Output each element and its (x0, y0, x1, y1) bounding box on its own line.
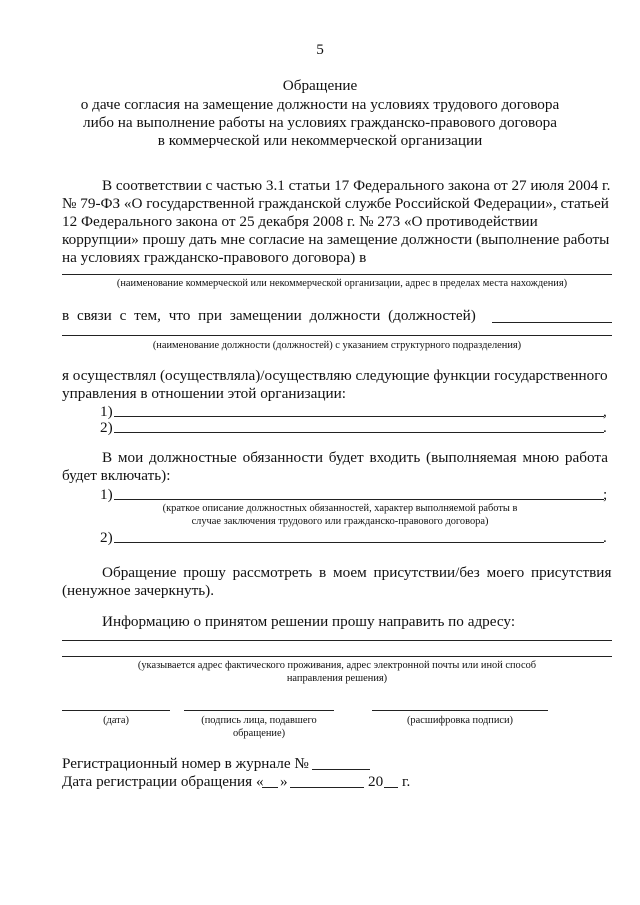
title-line-1: о даче согласия на замещение должности на условиях трудового договора (80, 96, 560, 113)
hint-address-2: направления решения) (286, 673, 388, 684)
duties-line-2: будет включать): (62, 467, 171, 484)
hint-signature-2: обращение) (232, 728, 286, 739)
functions-item-1-line[interactable] (114, 416, 604, 417)
presence-line-2: (ненужное зачеркнуть). (62, 582, 215, 599)
registration-date-mid: » (280, 773, 288, 790)
duties-item-2-punct: . (603, 529, 607, 546)
date-fill-line[interactable] (62, 710, 170, 711)
position-fill-line[interactable] (62, 335, 612, 336)
position-fill-line-inline[interactable] (492, 322, 612, 323)
intro-line-5: на условиях гражданско-правового договора) в (62, 249, 367, 266)
functions-line-2: управления в отношении этой организации: (62, 385, 346, 402)
intro-line-2: № 79-ФЗ «О государственной гражданской службе Российской Федерации», статьей (62, 195, 609, 212)
document-title: Обращение (282, 77, 358, 94)
duties-line-1: В мои должностные обязанности будет входить (выполняемая мною работа (102, 449, 608, 466)
registration-number-line[interactable] (312, 769, 370, 770)
functions-item-1-punct: , (603, 403, 607, 420)
hint-signature-decode: (расшифровка подписи) (406, 715, 514, 726)
signature-decode-fill-line[interactable] (372, 710, 548, 711)
registration-year-suffix: г. (402, 773, 411, 790)
intro-line-4: коррупции» прошу дать мне согласие на замещение должности (выполнение работы (62, 231, 610, 248)
functions-line-1: я осуществлял (осуществляла)/осуществляю следующие функции государственного (62, 367, 608, 384)
intro-line-3: 12 Федерального закона от 25 декабря 2008 г. № 273 «О противодействии (62, 213, 538, 230)
hint-duties-1: (краткое описание должностных обязанностей, характер выполняемой работы в (162, 503, 518, 514)
registration-month-line[interactable] (290, 787, 364, 788)
hint-address-1: (указывается адрес фактического проживания, адрес электронной почты или иной способ (137, 660, 537, 671)
hint-duties-2: случае заключения трудового или гражданско-правового договора) (191, 516, 489, 527)
address-fill-line-2[interactable] (62, 656, 612, 657)
duties-item-2-num: 2) (100, 529, 113, 546)
functions-item-2-num: 2) (100, 419, 113, 436)
position-text: в связи с тем, что при замещении должности (должностей) (62, 307, 476, 324)
intro-line-1: В соответствии с частью 3.1 статьи 17 Федерального закона от 27 июля 2004 г. (102, 177, 611, 194)
presence-line-1: Обращение прошу рассмотреть в моем присутствии/без моего присутствия (102, 564, 612, 581)
address-text: Информацию о принятом решении прошу направить по адресу: (102, 613, 516, 630)
duties-item-1-num: 1) (100, 486, 113, 503)
duties-item-1-punct: ; (603, 486, 608, 503)
page-number: 5 (316, 41, 324, 58)
hint-signature-1: (подпись лица, подавшего (201, 715, 317, 726)
functions-item-1-num: 1) (100, 403, 113, 420)
registration-year: 20 (368, 773, 384, 790)
registration-date-prefix: Дата регистрации обращения « (62, 773, 264, 790)
hint-position: (наименование должности (должностей) с указанием структурного подразделения) (152, 340, 522, 351)
registration-year-line[interactable] (384, 787, 398, 788)
title-line-2: либо на выполнение работы на условиях гражданско-правового договора (82, 114, 557, 131)
org-fill-line[interactable] (62, 274, 612, 275)
functions-item-2-line[interactable] (114, 432, 604, 433)
duties-item-1-line[interactable] (114, 499, 604, 500)
registration-day-line[interactable] (262, 787, 278, 788)
hint-organization: (наименование коммерческой или некоммерческой организации, адрес в пределах места нахождения) (116, 278, 568, 289)
functions-item-2-punct: . (603, 419, 607, 436)
address-fill-line-1[interactable] (62, 640, 612, 641)
title-line-3: в коммерческой или некоммерческой организации (157, 132, 483, 149)
hint-date: (дата) (103, 715, 129, 726)
duties-item-2-line[interactable] (114, 542, 604, 543)
signature-fill-line[interactable] (184, 710, 334, 711)
registration-number-label: Регистрационный номер в журнале № (62, 755, 309, 772)
